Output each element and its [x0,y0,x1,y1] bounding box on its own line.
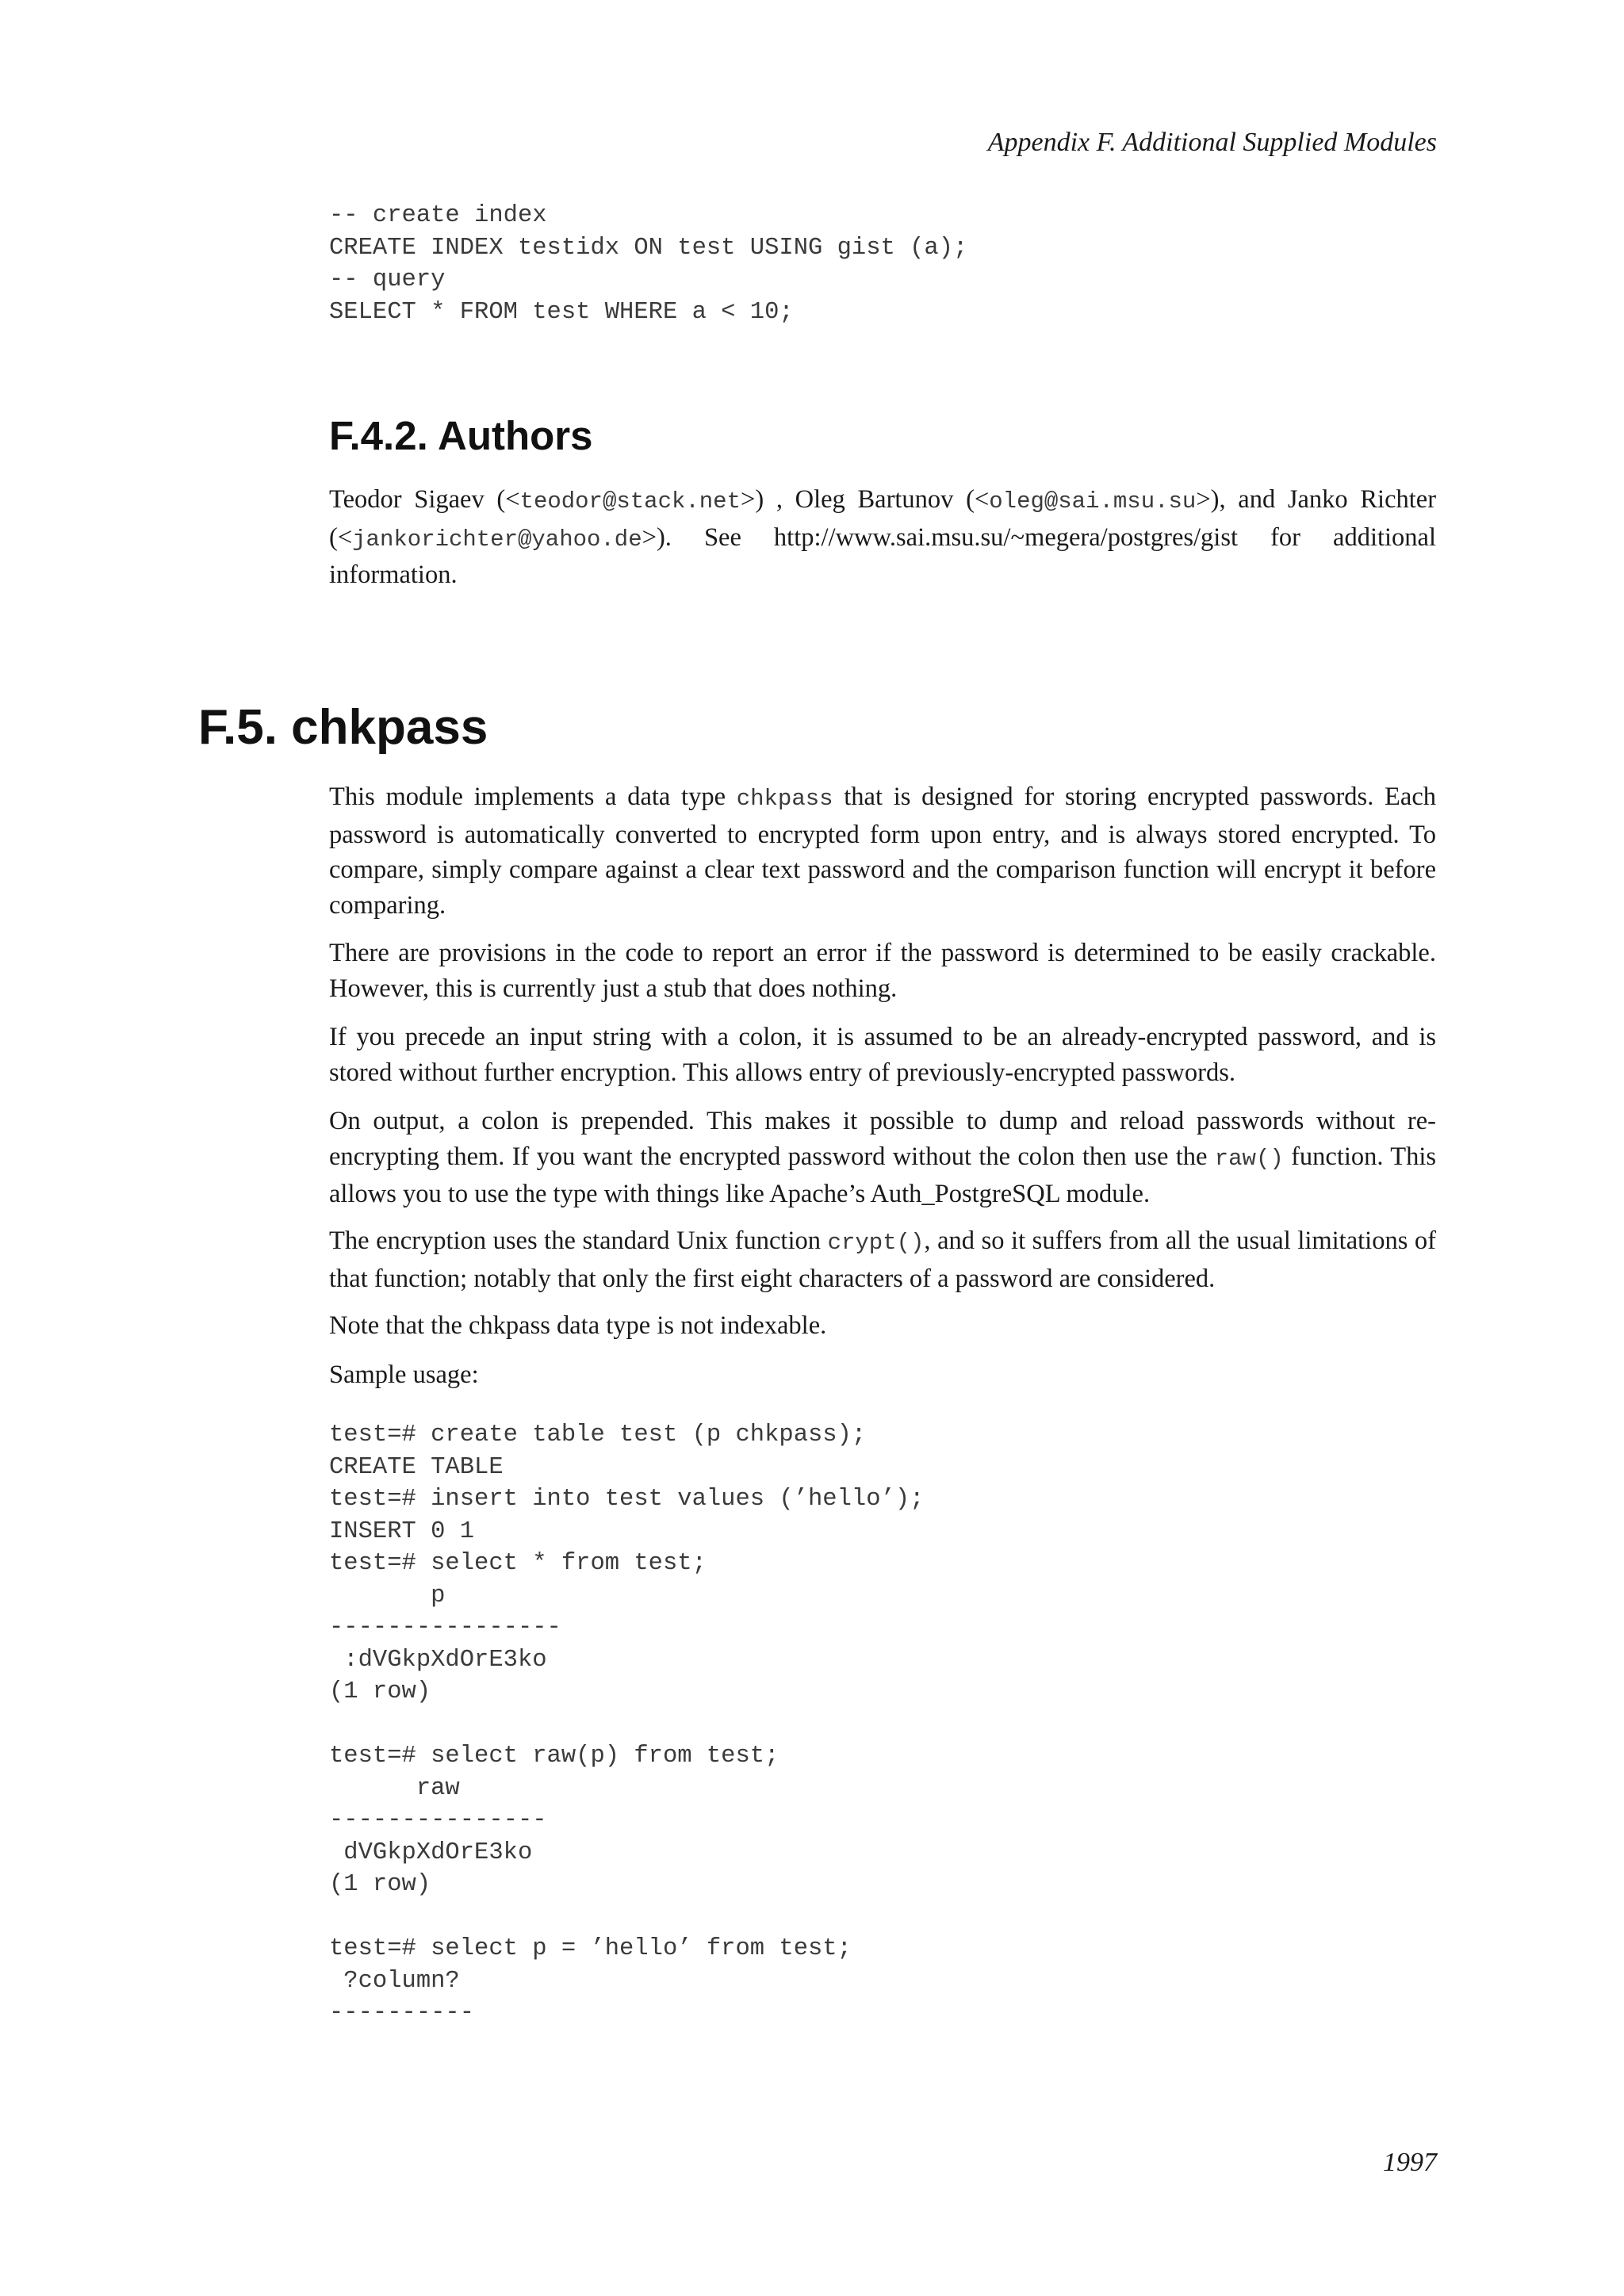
code-line: CREATE TABLE [329,1453,504,1481]
authors-text: Teodor Sigaev (< [329,485,520,514]
paragraph-text: This module implements a data type [329,783,737,811]
page-number: 1997 [1383,2148,1437,2177]
output-paragraph [329,1104,1436,1212]
code-line: test=# create table test (p chkpass); [329,1422,867,1448]
code-line [329,1709,924,1741]
authors-text: >), and Janko Richter (< [329,485,1437,552]
inline-code-chkpass: chkpass [736,786,833,812]
code-line: -- create index [329,202,547,229]
code-line: CREATE INDEX testidx ON test USING gist (a); [329,234,968,262]
code-line: (1 row) [329,1678,431,1705]
code-block-create-index [329,200,967,328]
paragraph-text: The encryption uses the standard Unix function [329,1226,828,1255]
code-line: ---------- [329,1999,475,2026]
paragraph-text: , and so it suffers from all the usual limitations of that function; notably that only the first eight characters of a password are considered. [329,1226,1436,1293]
encryption-paragraph [329,1223,1436,1296]
code-line: test=# select raw(p) from test; [329,1743,779,1770]
authors-text: >). See http://www.sai.msu.su/~megera/postgres/gist for additional information. [329,522,1436,589]
authors-text: >) , Oleg Bartunov (< [741,485,990,514]
inline-code-raw: raw() [1214,1145,1284,1172]
code-line: p [329,1582,446,1609]
paragraph-text: On output, a colon is prepended. This makes it possible to dump and reload passwords without re-encrypting them. If you want the encrypted password without the colon then use the [329,1107,1436,1171]
authors-heading: F.4.2. Authors [329,413,593,458]
not-indexable-paragraph: Note that the chkpass data type is not indexable. [329,1311,827,1340]
chkpass-heading: F.5. chkpass [198,700,488,755]
email-teodor: teodor@stack.net [519,488,741,515]
code-line: ?column? [329,1967,460,1995]
code-line: test=# select * from test; [329,1550,707,1577]
crackable-paragraph: There are provisions in the code to report an error if the password is determined to be easily crackable. However, this is currently just a stub that does nothing. [329,939,1436,1003]
code-line: INSERT 0 1 [329,1517,475,1545]
code-line: SELECT * FROM test WHERE a < 10; [329,298,794,326]
inline-code-crypt: crypt() [827,1230,925,1256]
running-header: Appendix F. Additional Supplied Modules [987,128,1437,157]
code-line: ---------------- [329,1614,561,1641]
code-line: test=# select p = ’hello’ from test; [329,1935,852,1962]
paragraph-text: function. This allows you to use the type with things like Apache’s Auth_PostgreSQL module. [329,1142,1437,1208]
code-line: -- query [329,266,446,293]
code-line: raw [329,1774,460,1802]
code-line [329,1901,924,1934]
code-line: :dVGkpXdOrE3ko [329,1646,547,1674]
chkpass-intro-paragraph [329,779,1436,923]
code-line: --------------- [329,1807,547,1834]
email-oleg: oleg@sai.msu.su [989,488,1197,515]
code-line: (1 row) [329,1871,431,1898]
code-block-sample-usage [329,1419,924,2030]
colon-input-paragraph: If you precede an input string with a colon, it is assumed to be an already-encrypted password, and is stored without further encryption. This allows entry of previously-encrypted passwords. [329,1023,1436,1087]
code-line: dVGkpXdOrE3ko [329,1839,533,1866]
code-line: test=# insert into test values (’hello’); [329,1486,925,1513]
sample-usage-label: Sample usage: [329,1360,479,1389]
email-janko: jankorichter@yahoo.de [352,526,642,553]
paragraph-text: that is designed for storing encrypted passwords. Each password is automatically converted to encrypted form upon entry, and is always stored encrypted. To compare, simply compare against a clear text password and the comparison function will encrypt it before comparing. [329,783,1437,920]
authors-paragraph [329,482,1436,593]
